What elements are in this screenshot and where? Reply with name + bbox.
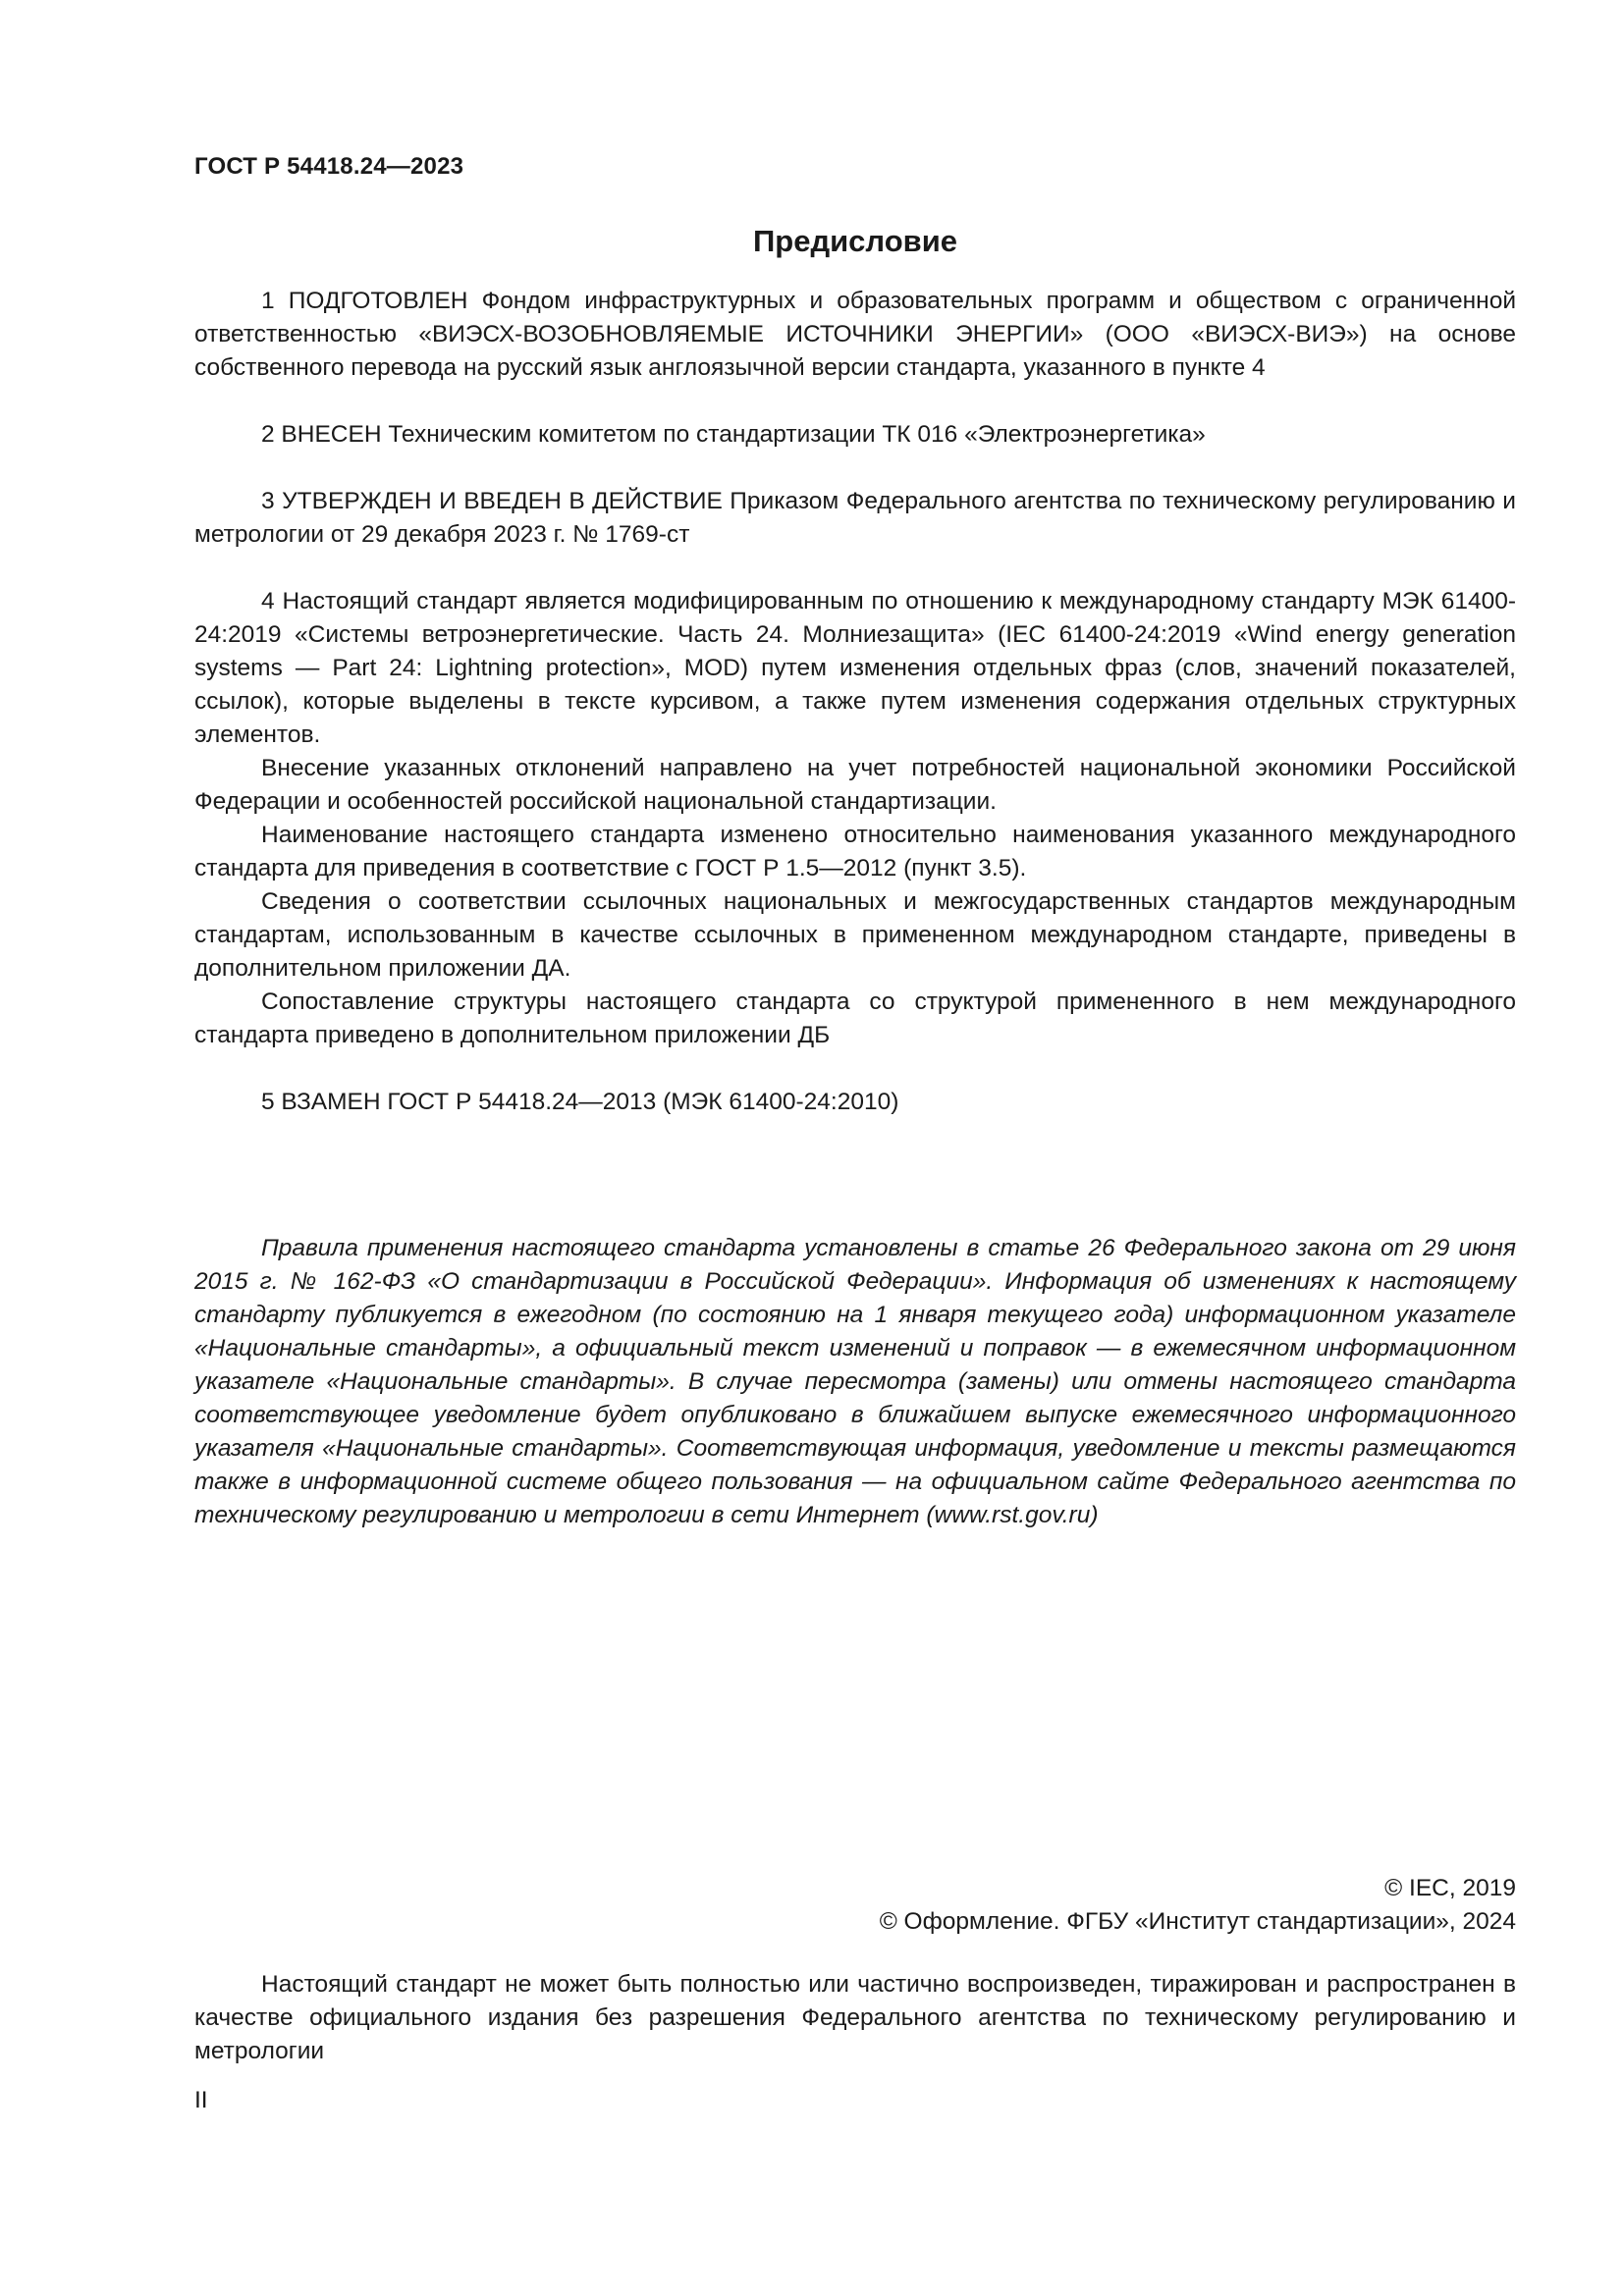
reproduction-notice <box>194 1968 1516 2068</box>
item-3-approved: 3 УТВЕРЖДЕН И ВВЕДЕН В ДЕЙСТВИЕ Приказом Федерального агентства по техническому регулированию и метрологии от 29 декабря 2023 г. № 1769-ст <box>194 488 1516 548</box>
foreword-section <box>194 285 1516 1119</box>
page-number: II <box>194 2087 208 2113</box>
copyright-iec: © IEC, 2019 <box>1384 1875 1516 1901</box>
item-4-structure: Сопоставление структуры настоящего стандарта со структурой примененного в нем международного стандарта приведено в дополнительном приложении ДБ <box>194 988 1516 1048</box>
item-4-title-change: Наименование настоящего стандарта изменено относительно наименования указанного международного стандарта для приведения в соответствие с ГОСТ Р 1.5—2012 (пункт 3.5). <box>194 822 1516 881</box>
notice-text: Настоящий стандарт не может быть полностью или частично воспроизведен, тиражирован и распространен в качестве официального издания без разрешения Федерального агентства по техническому регулированию и метрологии <box>194 1971 1516 2064</box>
item-1-prepared: 1 ПОДГОТОВЛЕН Фондом инфраструктурных и образовательных программ и обществом с ограниченной ответственностью «ВИЭСХ-ВОЗОБНОВЛЯЕМЫЕ ИСТОЧНИКИ ЭНЕРГИИ» (ООО «ВИЭСХ-ВИЭ») на основе собственного перевода на русский язык англоязычной версии стандарта, указанного в пункте 4 <box>194 288 1516 381</box>
copyright-block <box>880 1872 1516 1939</box>
item-5-replaces: 5 ВЗАМЕН ГОСТ Р 54418.24—2013 (МЭК 61400-24:2010) <box>261 1089 899 1115</box>
item-4-references: Сведения о соответствии ссылочных национальных и межгосударственных стандартов международным стандартам, использованным в качестве ссылочных в примененном международном стандарте, приведены в дополнительном приложении ДА. <box>194 888 1516 982</box>
item-4-deviations: Внесение указанных отклонений направлено на учет потребностей национальной экономики Российской Федерации и особенностей российской национальной стандартизации. <box>194 755 1516 815</box>
item-2-submitted: 2 ВНЕСЕН Техническим комитетом по стандартизации ТК 016 «Электроэнергетика» <box>261 421 1206 448</box>
document-code: ГОСТ Р 54418.24—2023 <box>194 153 464 180</box>
page-title: Предисловие <box>752 224 957 258</box>
rules-text: Правила применения настоящего стандарта установлены в статье 26 Федерального закона от 29 июня 2015 г. № 162-ФЗ «О стандартизации в Российской Федерации». Информация об изменениях к настоящему стандарту публикуется в ежегодном (по состоянию на 1 января текущего года) информационном указателе «Национальные стандарты», а официальный текст изменений и поправок — в ежемесячном информационном указателе «Национальные стандарты». В случае пересмотра (замены) или отмены настоящего стандарта соответствующее уведомление будет опубликовано в ближайшем выпуске ежемесячного информационного указателя «Национальные стандарты». Соответствующая информация, уведомление и тексты размещаются также в информационной системе общего пользования — на официальном сайте Федерального агентства по техническому регулированию и метрологии в сети Интернет (www.rst.gov.ru) <box>194 1235 1516 1528</box>
copyright-design: © Оформление. ФГБУ «Институт стандартизации», 2024 <box>879 1908 1516 1935</box>
item-4-modified: 4 Настоящий стандарт является модифицированным по отношению к международному стандарту МЭК 61400-24:2019 «Системы ветроэнергетические. Часть 24. Молниезащита» (IEC 61400-24:2019 «Wind energy generation systems — Part 24: Lightning protection», MOD) путем изменения отдельных фраз (слов, значений показателей, ссылок), которые выделены в тексте курсивом, а также путем изменения содержания отдельных структурных элементов. <box>194 588 1516 748</box>
application-rules <box>194 1232 1516 1532</box>
